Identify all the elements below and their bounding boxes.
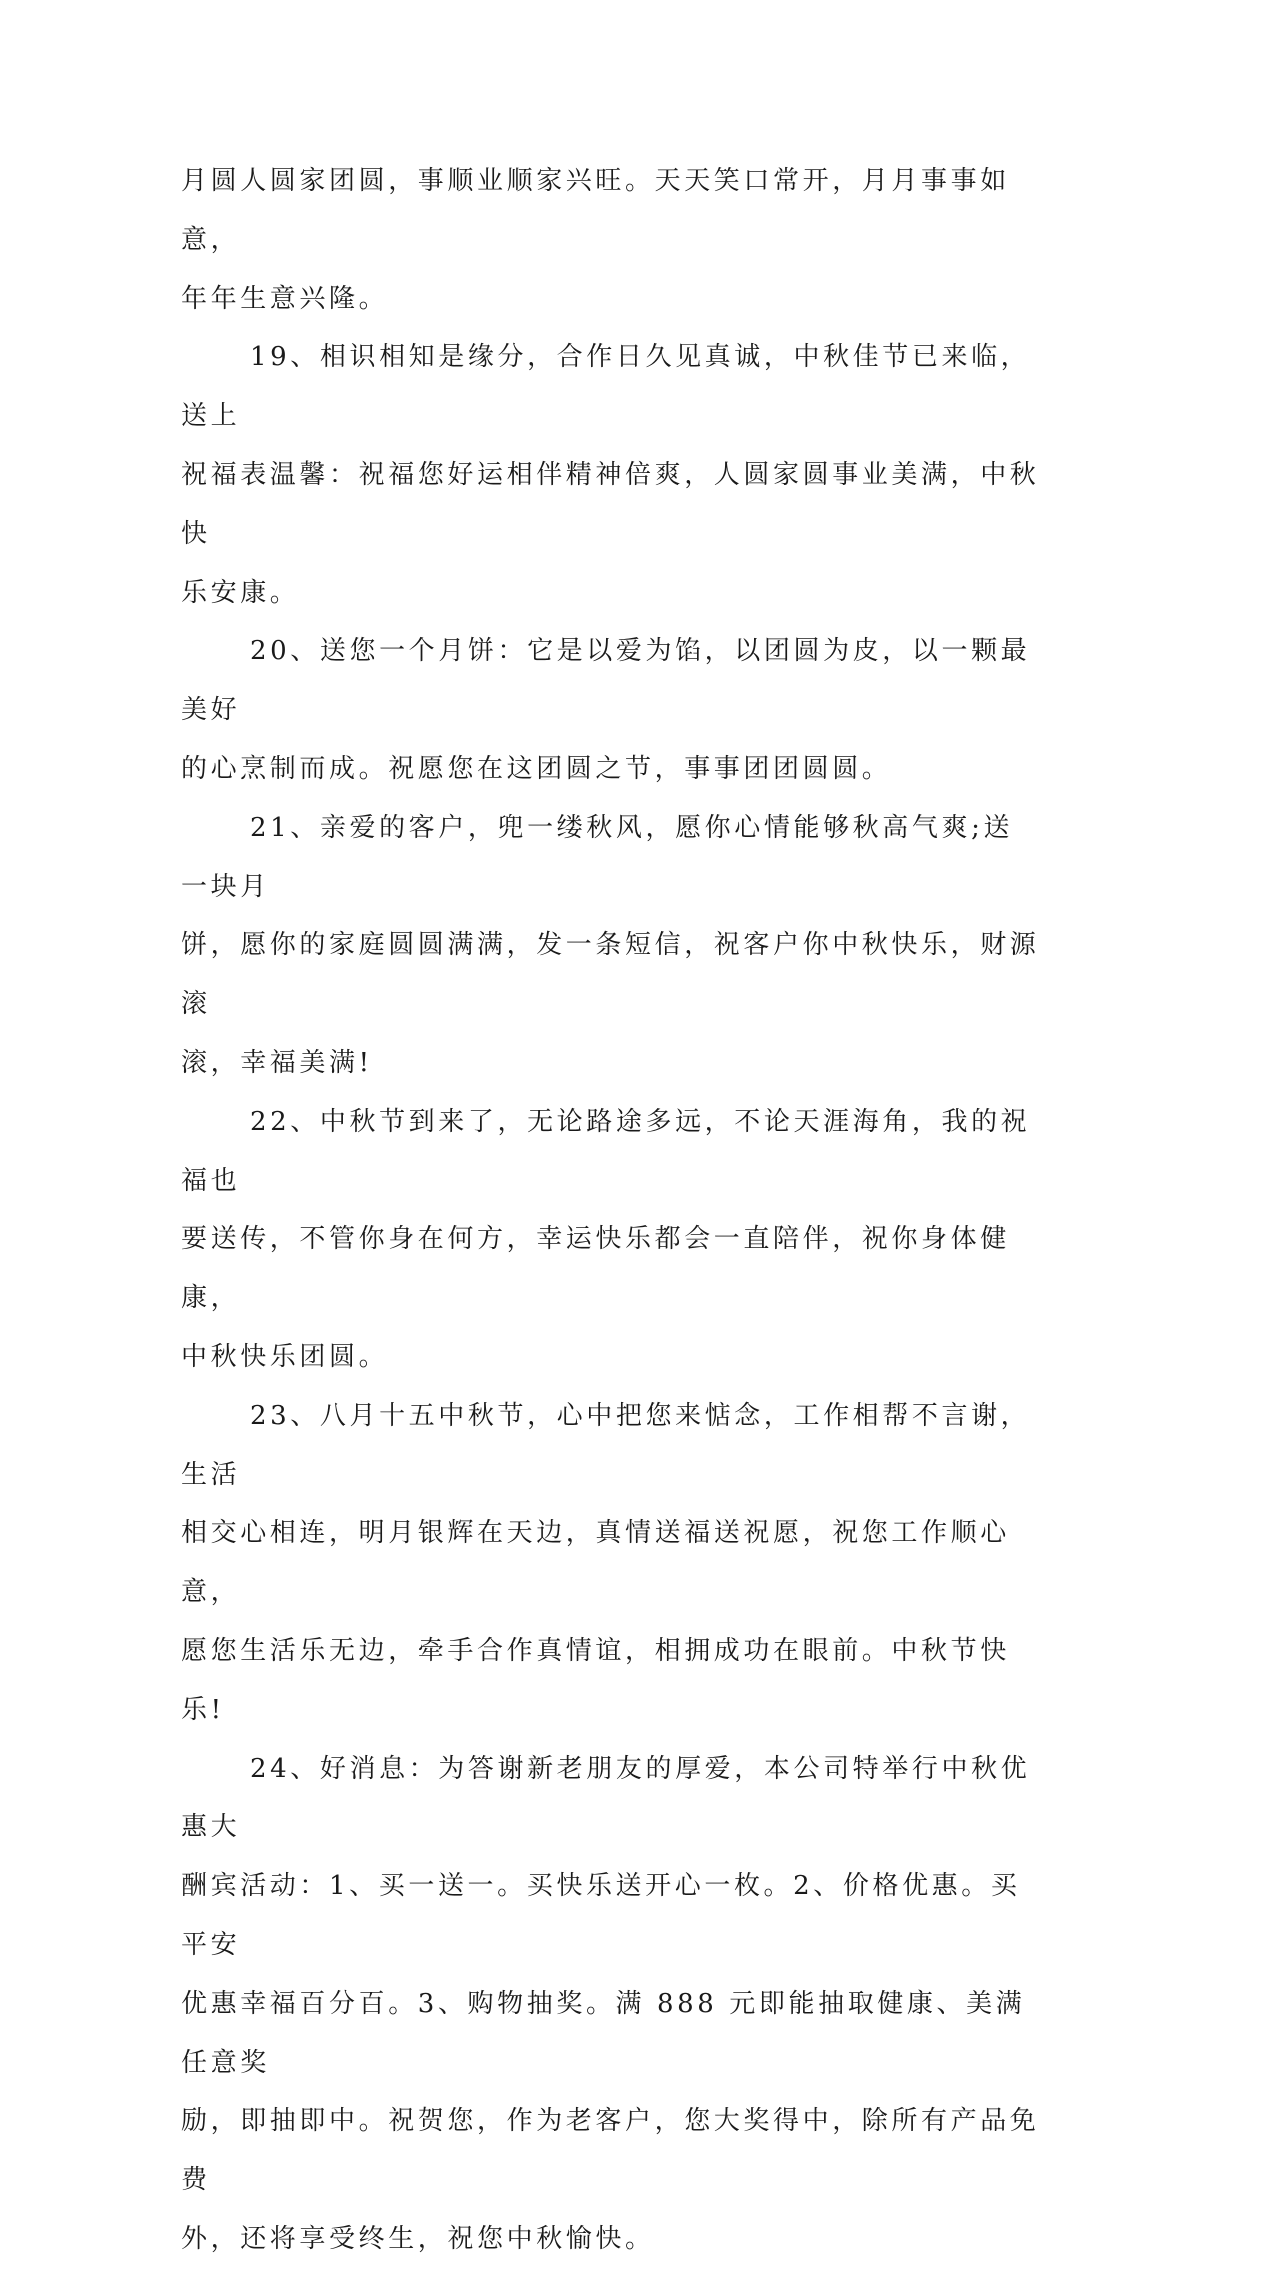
text-line: 月圆人圆家团圆，事顺业顺家兴旺。天天笑口常开，月月事事如意， (181, 166, 1010, 255)
paragraph-wish-21 (181, 799, 1041, 1093)
text-line: 相交心相连，明月银辉在天边，真情送福送祝愿，祝您工作顺心意， (181, 1518, 1010, 1608)
paragraph-wish-24 (181, 1740, 1041, 2269)
text-line: 祝福表温馨：祝福您好运相伴精神倍爽，人圆家圆事业美满，中秋快 (181, 459, 1040, 549)
paragraph-continuation (181, 152, 1041, 328)
text-line: 饼，愿你的家庭圆圆满满，发一条短信，祝客户你中秋快乐，财源滚 (181, 930, 1040, 1020)
text-line: 优惠幸福百分百。3、购物抽奖。满 888 元即能抽取健康、美满任意奖 (181, 1988, 1026, 2078)
text-line: 23、八月十五中秋节，心中把您来惦念，工作相帮不言谢，生活 (181, 1400, 1031, 1490)
text-line: 年年生意兴隆。 (181, 283, 389, 314)
text-line: 20、送您一个月饼：它是以爱为馅，以团圆为皮，以一颗最美好 (181, 636, 1031, 726)
text-line: 24、好消息：为答谢新老朋友的厚爱，本公司特举行中秋优惠大 (181, 1753, 1031, 1843)
text-line: 要送传，不管你身在何方，幸运快乐都会一直陪伴，祝你身体健康， (181, 1224, 1010, 1314)
text-line: 的心烹制而成。祝愿您在这团圆之节，事事团团圆圆。 (181, 753, 892, 784)
paragraph-wish-20 (181, 622, 1041, 798)
paragraph-wish-19 (181, 328, 1041, 622)
paragraph-wish-22 (181, 1093, 1041, 1387)
text-line: 愿您生活乐无边，牵手合作真情谊，相拥成功在眼前。中秋节快乐! (181, 1635, 1010, 1725)
text-line: 乐安康。 (181, 577, 300, 608)
text-line: 19、相识相知是缘分，合作日久见真诚，中秋佳节已来临，送上 (181, 342, 1031, 432)
document-body (181, 152, 1041, 2269)
text-line: 励，即抽即中。祝贺您，作为老客户，您大奖得中，除所有产品免费 (181, 2106, 1040, 2196)
text-line: 22、中秋节到来了，无论路途多远，不论天涯海角，我的祝福也 (181, 1106, 1031, 1196)
text-line: 外，还将享受终生，祝您中秋愉快。 (181, 2223, 655, 2254)
paragraph-wish-23 (181, 1387, 1041, 1740)
text-line: 酬宾活动：1、买一送一。买快乐送开心一枚。2、价格优惠。买平安 (181, 1871, 1021, 1960)
text-line: 滚，幸福美满! (181, 1047, 373, 1078)
text-line: 21、亲爱的客户，兜一缕秋风，愿你心情能够秋高气爽;送一块月 (181, 812, 1014, 902)
text-line: 中秋快乐团圆。 (181, 1341, 389, 1372)
